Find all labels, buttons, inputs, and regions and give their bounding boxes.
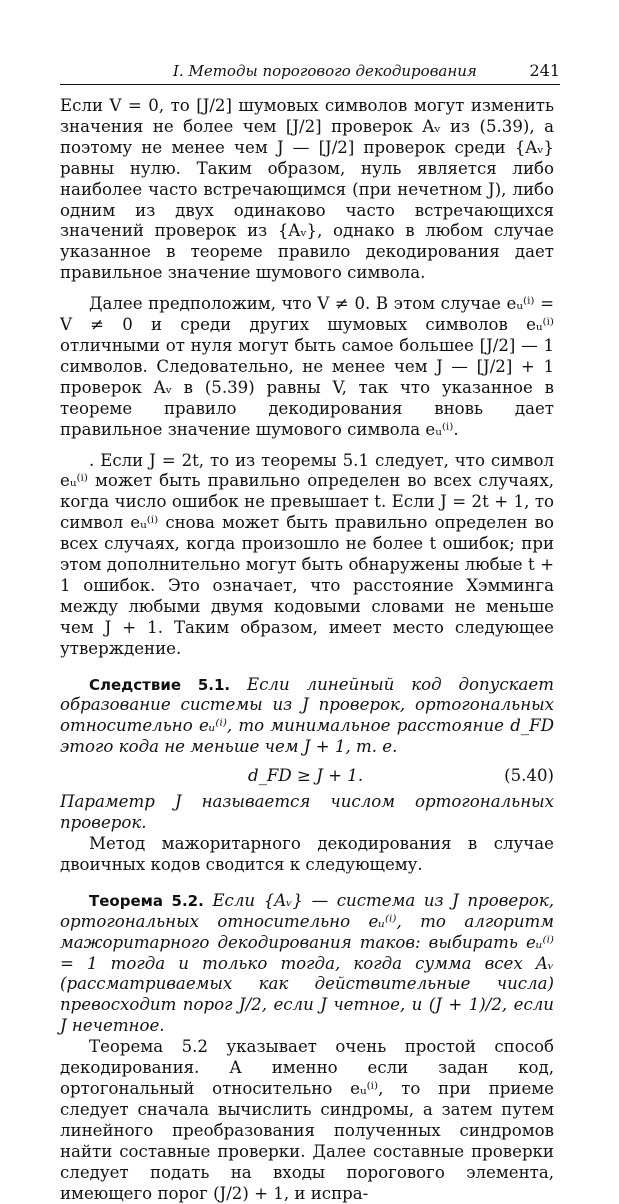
paragraph: Метод мажоритарного декодирования в случае двоичных кодов сводится к следующему. [60,834,554,874]
theorem-label: Теорема 5.2. [89,891,204,910]
paragraph: Теорема 5.2 указывает очень простой способ декодирования. А именно если задан код, ортогональный относительно eᵤ⁽ⁱ⁾, то при приеме следует сначала вычислить синдромы, а затем путем линейного преобразования полученных синдромов найти составные проверки. Далее составные проверки следует подать на входы порогового элемента, имеющего порог (J/2) + 1, и испра- [60,1037,554,1203]
theorem-text: Если {Aᵥ} — система из J проверок, ортогональных относительно eᵤ⁽ⁱ⁾, то алгоритм мажоритарного декодирования таков: выбирать eᵤ⁽ⁱ⁾ = 1 тогда и только тогда, когда сумма всех Aᵥ (рассматриваемых как действительные числа) превосходит порог J/2, если J четное, и (J + 1)/2, если J нечетное. [60,890,554,1036]
paragraph: Если V = 0, то [J/2] шумовых символов могут изменить значения не более чем [J/2] проверок Aᵥ из (5.39), а поэтому не менее чем J — [J/2] проверок среди {Aᵥ} равны нулю. Таким образом, нуль является либо наиболее часто встречающимся (при нечетном J), либо одним из двух одинаково часто встречающихся значений проверок из {Aᵥ}, однако в любом случае указанное в теореме правило декодирования дает правильное значение шумового символа. [60,96,554,283]
paragraph: Далее предположим, что V ≠ 0. В этом случае eᵤ⁽ⁱ⁾ = V ≠ 0 и среди других шумовых символов eᵤ⁽ⁱ⁾ отличными от нуля могут быть самое большее [J/2] — 1 символов. Следовательно, не менее чем J — [J/2] + 1 проверок Aᵥ в (5.39) равны V, так что указанное в теореме правило декодирования вновь дает правильное значение шумового символа eᵤ⁽ⁱ⁾. [60,294,554,439]
page-number: 241 [529,61,560,80]
chapter-title: I. Методы порогового декодирования [173,62,477,80]
parameter-definition: Параметр J называется числом ортогональных проверок. [60,792,554,833]
theorem [60,891,554,1037]
running-header [60,60,560,85]
paragraph: . Если J = 2t, то из теоремы 5.1 следует, что символ eᵤ⁽ⁱ⁾ может быть правильно определен во всех случаях, когда число ошибок не превышает t. Если J = 2t + 1, то символ eᵤ⁽ⁱ⁾ снова может быть правильно определен во всех случаях, когда произошло не более t ошибок; при этом дополнительно могут быть обнаружены любые t + 1 ошибок. Это означает, что расстояние Хэмминга между любыми двумя кодовыми словами не меньше чем J + 1. Таким образом, имеет место следующее утверждение. [60,450,554,658]
corollary [60,675,554,759]
equation [60,762,554,792]
body-text [60,96,554,1204]
corollary-label: Следствие 5.1. [89,675,231,694]
equation-number: (5.40) [504,766,554,786]
equation-body: d_FD ≥ J + 1. [248,766,364,786]
corollary-text: Если линейный код допускает образование системы из J проверок, ортогональных относительно eᵤ⁽ⁱ⁾, то минимальное расстояние d_FD этого кода не меньше чем J + 1, т. е. [60,674,554,757]
